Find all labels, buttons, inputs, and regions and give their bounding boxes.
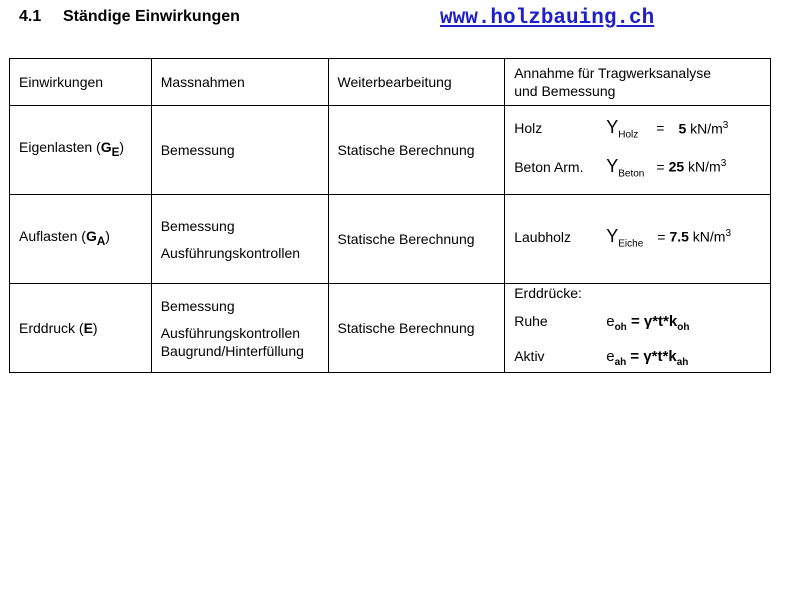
einwirkung-name: Erddruck ( [19, 320, 84, 336]
value-number: 5 [678, 120, 687, 137]
density-value [669, 155, 727, 176]
header-annahme-line2: und Bemessung [514, 83, 616, 99]
einwirkungen-table [9, 58, 771, 373]
einwirkung-symbol [85, 228, 106, 248]
value-unit: kN/m [688, 158, 721, 175]
gamma-symbol [606, 157, 644, 184]
einwirkung-cell [10, 106, 152, 195]
weiterbearbeitung-cell: Statische Berechnung [328, 195, 505, 284]
einwirkung-symbol [100, 139, 120, 159]
massnahmen-cell [151, 106, 328, 195]
gamma-subscript: Holz [618, 130, 639, 141]
value-unit: kN/m [692, 228, 726, 245]
erddruecke-title: Erddrücke: [514, 285, 582, 301]
density-value [669, 225, 731, 246]
equals-sign: = [656, 158, 665, 175]
material-label: Holz [514, 120, 543, 137]
weiterbearbeitung-cell: Statische Berechnung [328, 106, 505, 195]
section-number: 4.1 [19, 8, 42, 25]
symbol-subscript: A [96, 234, 106, 248]
section-title: Ständige Einwirkungen [63, 8, 240, 25]
formula-k-subscript: oh [677, 322, 690, 333]
value-unit: kN/m [690, 120, 723, 137]
gamma-subscript: Eiche [618, 238, 644, 250]
table-row [10, 195, 771, 284]
gamma-letter: Y [606, 155, 619, 176]
section-heading [19, 8, 240, 26]
formula-e: e [606, 348, 615, 365]
annahme-line [514, 117, 770, 145]
header-massnahmen: Massnahmen [151, 59, 328, 106]
unit-exponent: 3 [720, 158, 727, 169]
table-row [10, 284, 771, 373]
massnahme-item: Ausführungskontrollen [160, 244, 301, 261]
massnahme-item: Ausführungskontrollen [160, 324, 301, 341]
gamma-letter: Y [606, 225, 619, 246]
header-annahme [505, 59, 771, 106]
annahme-line [514, 225, 770, 253]
annahme-cell [505, 284, 771, 373]
massnahme-item: Bemessung [160, 297, 235, 314]
einwirkung-close: ) [119, 139, 125, 156]
einwirkung-cell [10, 195, 152, 284]
table-header-row [10, 59, 771, 106]
gamma-subscript: Beton [618, 168, 645, 180]
header-weiterbearbeitung: Weiterbearbeitung [328, 59, 505, 106]
website-link[interactable]: www.holzbauing.ch [440, 7, 655, 30]
material-label: Beton Arm. [514, 158, 584, 175]
massnahmen-cell [151, 195, 328, 284]
massnahme-item: Bemessung [160, 217, 235, 234]
gamma-symbol [606, 118, 638, 145]
symbol-subscript: E [111, 145, 120, 159]
pressure-label: Aktiv [514, 348, 545, 364]
material-label: Laubholz [514, 228, 572, 245]
density-value [678, 117, 728, 138]
formula-body: = γ*t*k [630, 313, 678, 330]
value-number: 7.5 [669, 228, 689, 245]
massnahmen-cell [151, 284, 328, 373]
header-einwirkungen: Einwirkungen [10, 59, 152, 106]
unit-exponent: 3 [722, 119, 729, 131]
gamma-symbol [606, 227, 643, 254]
massnahme-item: Baugrund/Hinterfüllung [160, 342, 304, 359]
formula-e-subscript: oh [614, 322, 627, 333]
gamma-letter: Y [606, 117, 619, 138]
annahme-cell [505, 106, 771, 195]
equals-sign: = [657, 228, 666, 245]
annahme-line [514, 312, 770, 337]
equals-sign: = [656, 120, 665, 137]
pressure-formula [606, 348, 688, 372]
weiterbearbeitung-cell: Statische Berechnung [328, 284, 505, 373]
annahme-line [514, 347, 770, 372]
table-row [10, 106, 771, 195]
formula-e-subscript: ah [614, 357, 627, 368]
pressure-label: Ruhe [514, 313, 548, 329]
massnahme-item: Bemessung [160, 142, 235, 158]
einwirkung-cell [10, 284, 152, 373]
einwirkung-name: Eigenlasten ( [19, 139, 101, 156]
unit-exponent: 3 [725, 227, 732, 239]
pressure-formula [606, 313, 689, 337]
annahme-line [514, 155, 770, 183]
annahme-cell [505, 195, 771, 284]
einwirkung-close: ) [92, 320, 98, 336]
einwirkung-name: Auflasten ( [19, 228, 86, 245]
symbol-letter: G [85, 228, 97, 245]
formula-body: = γ*t*k [630, 348, 677, 365]
einwirkung-symbol: E [83, 320, 93, 336]
formula-k-subscript: ah [676, 357, 689, 368]
einwirkung-close: ) [105, 228, 110, 245]
value-number: 25 [668, 158, 685, 175]
header-annahme-line1: Annahme für Tragwerksanalyse [514, 65, 712, 81]
formula-e: e [606, 313, 615, 330]
symbol-letter: G [100, 139, 112, 156]
